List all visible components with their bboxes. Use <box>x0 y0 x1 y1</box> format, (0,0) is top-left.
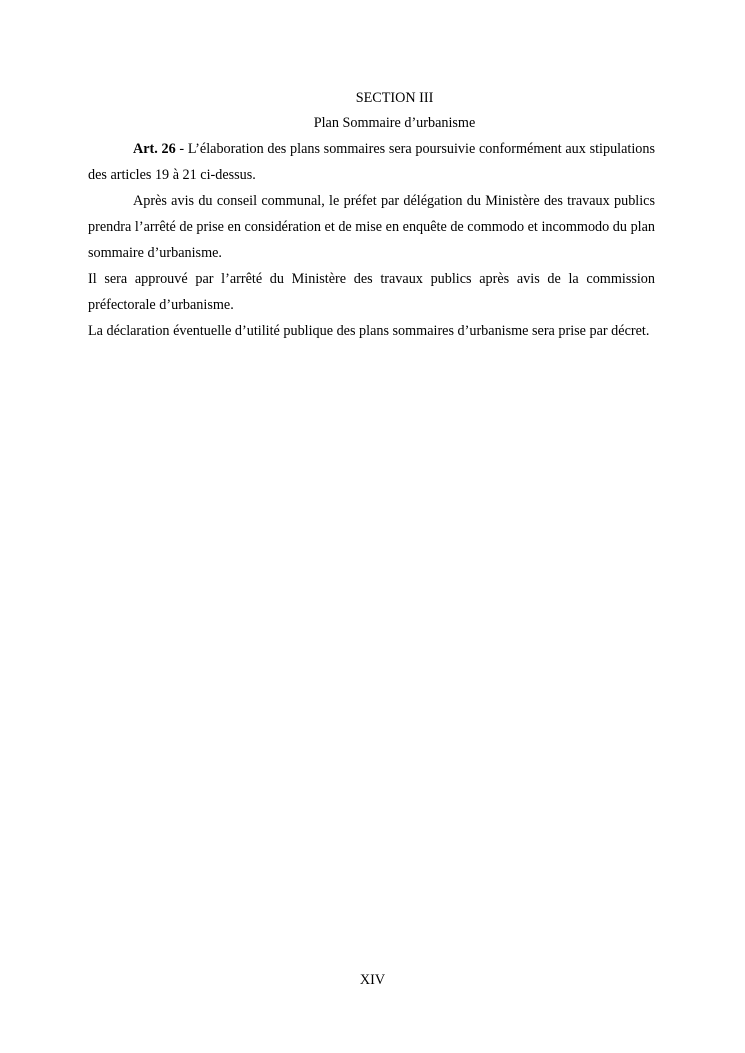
paragraph-2: Après avis du conseil communal, le préfet par délégation du Ministère des travaux publics prendra l’arrêté de prise en considération et de mise en enquête de commodo et incommodo du plan sommaire d’urbanisme. <box>88 193 655 261</box>
paragraph-3: Il sera approuvé par l’arrêté du Ministère des travaux publics après avis de la commission préfectorale d’urbanisme. <box>88 271 655 313</box>
document-body <box>88 136 655 344</box>
paragraph-4: La déclaration éventuelle d’utilité publique des plans sommaires d’urbanisme sera prise par décret. <box>88 323 650 339</box>
section-title: SECTION III <box>355 90 434 106</box>
article-text: - L’élaboration des plans sommaires sera poursuivie conformément aux stipulations des articles 19 à 21 ci-dessus. <box>88 141 655 183</box>
page-number: XIV <box>359 972 386 988</box>
section-subtitle: Plan Sommaire d’urbanisme <box>313 115 476 131</box>
article-paragraph <box>88 136 655 188</box>
article-label: Art. 26 <box>133 141 176 157</box>
